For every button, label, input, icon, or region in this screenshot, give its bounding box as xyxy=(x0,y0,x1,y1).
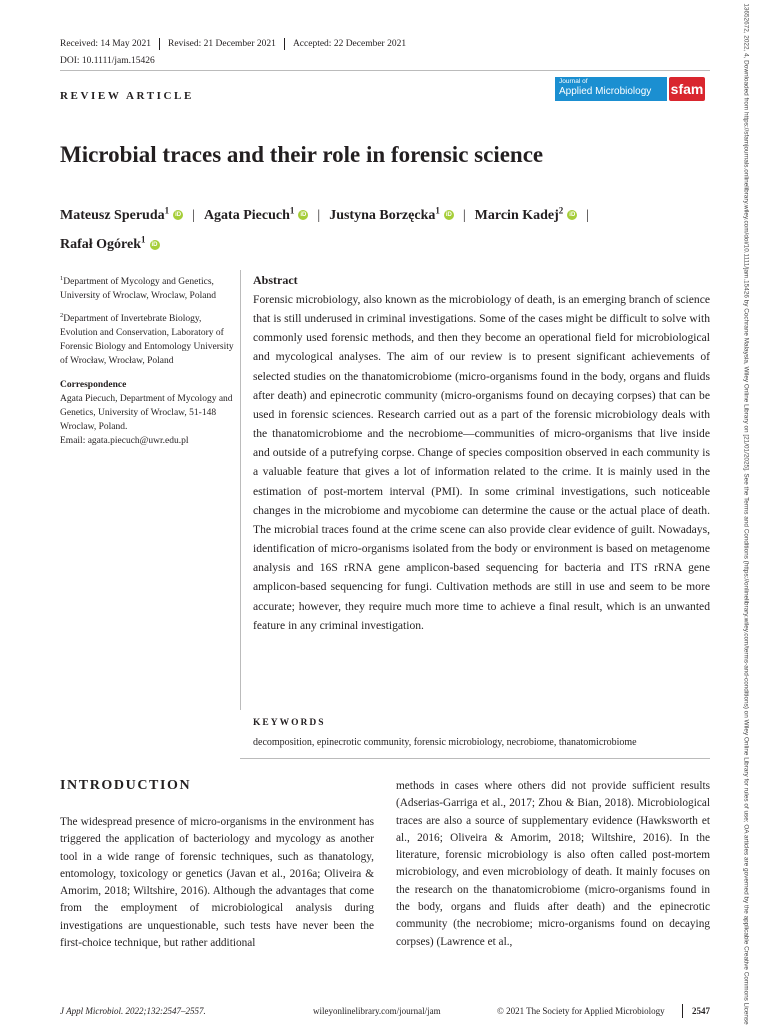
author-name: Marcin Kadej xyxy=(474,207,559,223)
introduction-left-column: The widespread presence of micro-organisms in the environment has triggered the application of bacteriology and mycology as another tool in a wide range of forensic techniques, such as thanatology, entomology, toxicology or genetics (Javan et al., 2016a; Oliveira & Amorim, 2018; Wiltshire, 2016). Although the advantages that come from the employment of microbiological analysis during investigations are unquestionable, such tests have never been the first-choice technique, but rather additional xyxy=(60,816,374,950)
abstract-text: Forensic microbiology, also known as the microbiology of death, is an emerging branch of science that is still underused in criminal investigations. Some of the cases might be difficult to solve with commonly used forensic methods, and then they become an operational field for microbiological and mycological analyses. The aim of our review is to present significant achievements of selected studies on the thanatomicrobiome (micro-organisms found in the body, organs and fluids after death) and epinecrotic community (micro-organisms found on decaying corpses) that can be used in forensic sciences. Research carried out as a part of the forensic microbiology deals with the thanatomicrobiome and the necrobiome—communities of micro-organisms that live inside and outside of a putrefying corpse. Change of species composition observed in each community is a valuable feature that gives a lot of information related to the crime. It is mainly used in the estimation of post-mortem interval (PMI). In some criminal investigations, such noticeable changes in the microbiome and mycobiome can determine the cause or the actual place of death. The microbial traces found at the crime scene can also provide clear evidence of guilt. Nowadays, identification of micro-organisms isolated from the body or environment is based on metagenome analysis and 16S rRNA gene amplicon-based sequencing for bacteria and ITS rRNA gene amplicon-based sequencing for fungi. Cultivation methods are still in use and seem to be more accurate; however, they require much more time to achieve a final result, which is an unwanted feature in any criminal investigation. xyxy=(253,293,710,632)
divider xyxy=(682,1004,683,1018)
affiliation-text: Department of Invertebrate Biology, Evolution and Conservation, Laboratory of Forensic Biology and Entomology University of Wrocław, Wrocław, Poland xyxy=(60,314,234,367)
revised-date: Revised: 21 December 2021 xyxy=(168,39,276,49)
divider xyxy=(159,38,160,50)
received-date: Received: 14 May 2021 xyxy=(60,39,152,49)
author-separator: | xyxy=(317,207,321,223)
article-title: Microbial traces and their role in forensic science xyxy=(60,142,544,167)
correspondence-email[interactable]: Email: agata.piecuch@uwr.edu.pl xyxy=(60,436,189,447)
affiliation-number: 2 xyxy=(60,312,64,320)
affiliation-number: 1 xyxy=(60,275,64,282)
orcid-icon[interactable]: iD xyxy=(445,212,452,219)
author-separator: | xyxy=(586,207,590,223)
orcid-icon[interactable]: iD xyxy=(300,212,307,219)
journal-logo-box xyxy=(555,77,667,101)
author-name: Mateusz Speruda xyxy=(60,207,165,223)
author-separator: | xyxy=(192,207,195,223)
author-list xyxy=(60,198,710,257)
abstract-heading: Abstract xyxy=(253,273,298,287)
affiliation xyxy=(60,309,238,368)
author-affiliation-number: 1 xyxy=(141,234,146,245)
author-name: Agata Piecuch xyxy=(203,207,290,223)
author-affiliation-number: 1 xyxy=(164,205,170,215)
keywords-heading: KEYWORDS xyxy=(253,718,326,728)
accepted-date: Accepted: 22 December 2021 xyxy=(292,39,407,49)
journal-logo-line1: Journal of xyxy=(559,78,588,85)
page-number: 2547 xyxy=(692,1006,710,1016)
download-notice xyxy=(738,3,754,1025)
copyright: © 2021 The Society for Applied Microbiology xyxy=(497,1006,665,1016)
article-dates xyxy=(60,38,406,50)
author[interactable] xyxy=(60,205,183,223)
affiliations xyxy=(60,272,238,448)
orcid-icon[interactable]: iD xyxy=(151,242,158,249)
download-notice-text: 13652672, 2022, 4, Downloaded from https://sfamjournals.onlinelibrary.wiley.com/doi/10.1111/jam.15426 by Cochrane Malaysia, Wiley Online Library on [21/01/2025]. See the Terms and Conditions (https://onlinelibrary.wiley.com/terms-and-conditions) on Wiley Online Library for rules of use; OA articles are governed by the applicable Creative Commons License xyxy=(742,3,750,1025)
author-separator: | xyxy=(462,207,466,223)
author-name: Justyna Borzęcka xyxy=(329,207,436,223)
article-type: REVIEW ARTICLE xyxy=(60,90,194,102)
author-affiliation-number: 2 xyxy=(558,205,564,215)
introduction-right-column: methods in cases where others did not provide sufficient results (Adserias-Garriga et al., 2017; Zhou & Bian, 2018). Microbiological traces are also a source of supplementary evidence (Hawksworth et al., 2016; Oliveira & Amorim, 2018; Wiltshire, 2016). In the literature, forensic microbiology is also often called post-mortem microbiology, and even microbiology of death. It mainly focuses on the research on the thanatomicrobiome (micro-organisms found in the body, organs and fluids after death) and the epinecrotic community (the necrobiome; micro-organisms found on decaying corpses) (Lawrence et al., xyxy=(396,780,710,948)
author[interactable] xyxy=(60,234,160,253)
divider xyxy=(284,38,285,50)
keywords-list: decomposition, epinecrotic community, forensic microbiology, necrobiome, thanatomicrobiome xyxy=(253,737,637,748)
affiliation-text: Department of Mycology and Genetics, University of Wroclaw, Wroclaw, Poland xyxy=(60,277,216,302)
doi[interactable]: DOI: 10.1111/jam.15426 xyxy=(60,56,155,66)
author-name: Rafał Ogórek xyxy=(60,237,142,253)
journal-citation: J Appl Microbiol. 2022;132:2547–2557. xyxy=(60,1006,206,1016)
introduction-heading: INTRODUCTION xyxy=(60,778,192,793)
keywords-rule xyxy=(240,758,710,759)
orcid-icon[interactable]: iD xyxy=(569,212,576,219)
journal-logo-line2: Applied Microbiology xyxy=(559,86,652,97)
journal-logo[interactable] xyxy=(555,74,709,104)
author[interactable] xyxy=(203,205,308,223)
author-affiliation-number: 1 xyxy=(289,205,295,215)
journal-url[interactable]: wileyonlinelibrary.com/journal/jam xyxy=(313,1006,441,1016)
correspondence-text: Agata Piecuch, Department of Mycology and Genetics, University of Wroclaw, 51-148 Wroclaw, Poland. xyxy=(60,394,233,433)
author[interactable] xyxy=(474,205,578,223)
author[interactable] xyxy=(329,205,454,223)
author-affiliation-number: 1 xyxy=(435,205,440,215)
header-rule xyxy=(60,70,710,71)
affiliation xyxy=(60,272,238,303)
correspondence-heading: Correspondence xyxy=(60,380,127,391)
sfam-logo: sfam xyxy=(669,77,705,101)
orcid-icon[interactable]: iD xyxy=(175,212,182,219)
